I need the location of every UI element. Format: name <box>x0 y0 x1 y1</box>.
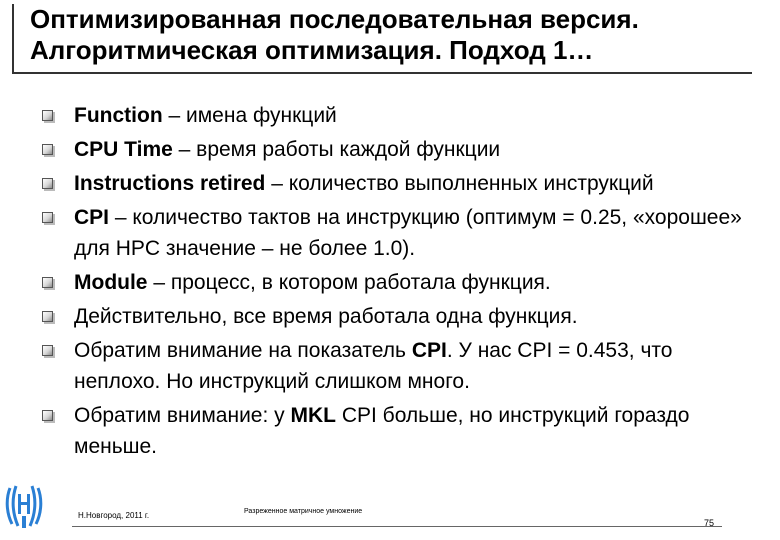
bullet-item <box>42 168 742 199</box>
bullet-term: Instructions retired <box>74 172 266 195</box>
bullet-term: Function <box>74 104 163 127</box>
slide-title <box>12 4 752 74</box>
square-bullet-icon <box>42 110 53 121</box>
square-bullet-icon <box>42 144 53 155</box>
university-logo-icon <box>4 478 44 534</box>
square-bullet-icon <box>42 345 53 356</box>
bullet-text: . У нас CPI = 0.453, что неплохо. Но инструкций слишком много. <box>74 339 673 393</box>
bullet-item <box>42 400 742 462</box>
bullet-item <box>42 267 742 298</box>
bullet-text: – количество выполненных инструкций <box>265 172 654 195</box>
bullet-term: CPI <box>74 206 110 229</box>
square-bullet-icon <box>42 410 53 421</box>
bullet-text: – процесс, в котором работала функция. <box>147 271 551 294</box>
bullet-text: – количество тактов на инструкцию (оптимум = 0.25, «хорошее» для HPC значение – не более 1.0). <box>74 206 742 260</box>
title-line-1: Оптимизированная последовательная версия. <box>30 4 639 34</box>
bullet-term: CPI <box>411 339 447 362</box>
bullet-text: – время работы каждой функции <box>172 138 501 161</box>
square-bullet-icon <box>42 178 53 189</box>
bullet-text-pre: Обратим внимание: у <box>74 404 291 427</box>
bullet-text: Действительно, все время работала одна функция. <box>74 305 578 328</box>
bullet-item <box>42 100 742 131</box>
bullet-text-pre: Обратим внимание на показатель <box>74 339 412 362</box>
bullet-item <box>42 134 742 165</box>
bullet-item <box>42 301 742 332</box>
footer-divider <box>72 526 722 527</box>
bullet-text: – имена функций <box>162 104 337 127</box>
square-bullet-icon <box>42 212 53 223</box>
footer-location: Н.Новгород, 2011 г. <box>78 511 150 520</box>
square-bullet-icon <box>42 277 53 288</box>
title-line-2: Алгоритмическая оптимизация. Подход 1… <box>30 35 594 65</box>
square-bullet-icon <box>42 311 53 322</box>
bullet-item <box>42 335 742 397</box>
bullet-item <box>42 202 742 264</box>
bullet-term: CPU Time <box>74 138 173 161</box>
bullet-list <box>42 100 742 465</box>
bullet-term: MKL <box>290 404 336 427</box>
page-number: 75 <box>704 518 715 528</box>
bullet-text: CPI больше, но инструкций гораздо меньше. <box>74 404 690 458</box>
bullet-term: Module <box>74 271 148 294</box>
footer-topic: Разреженное матричное умножение <box>244 508 363 515</box>
